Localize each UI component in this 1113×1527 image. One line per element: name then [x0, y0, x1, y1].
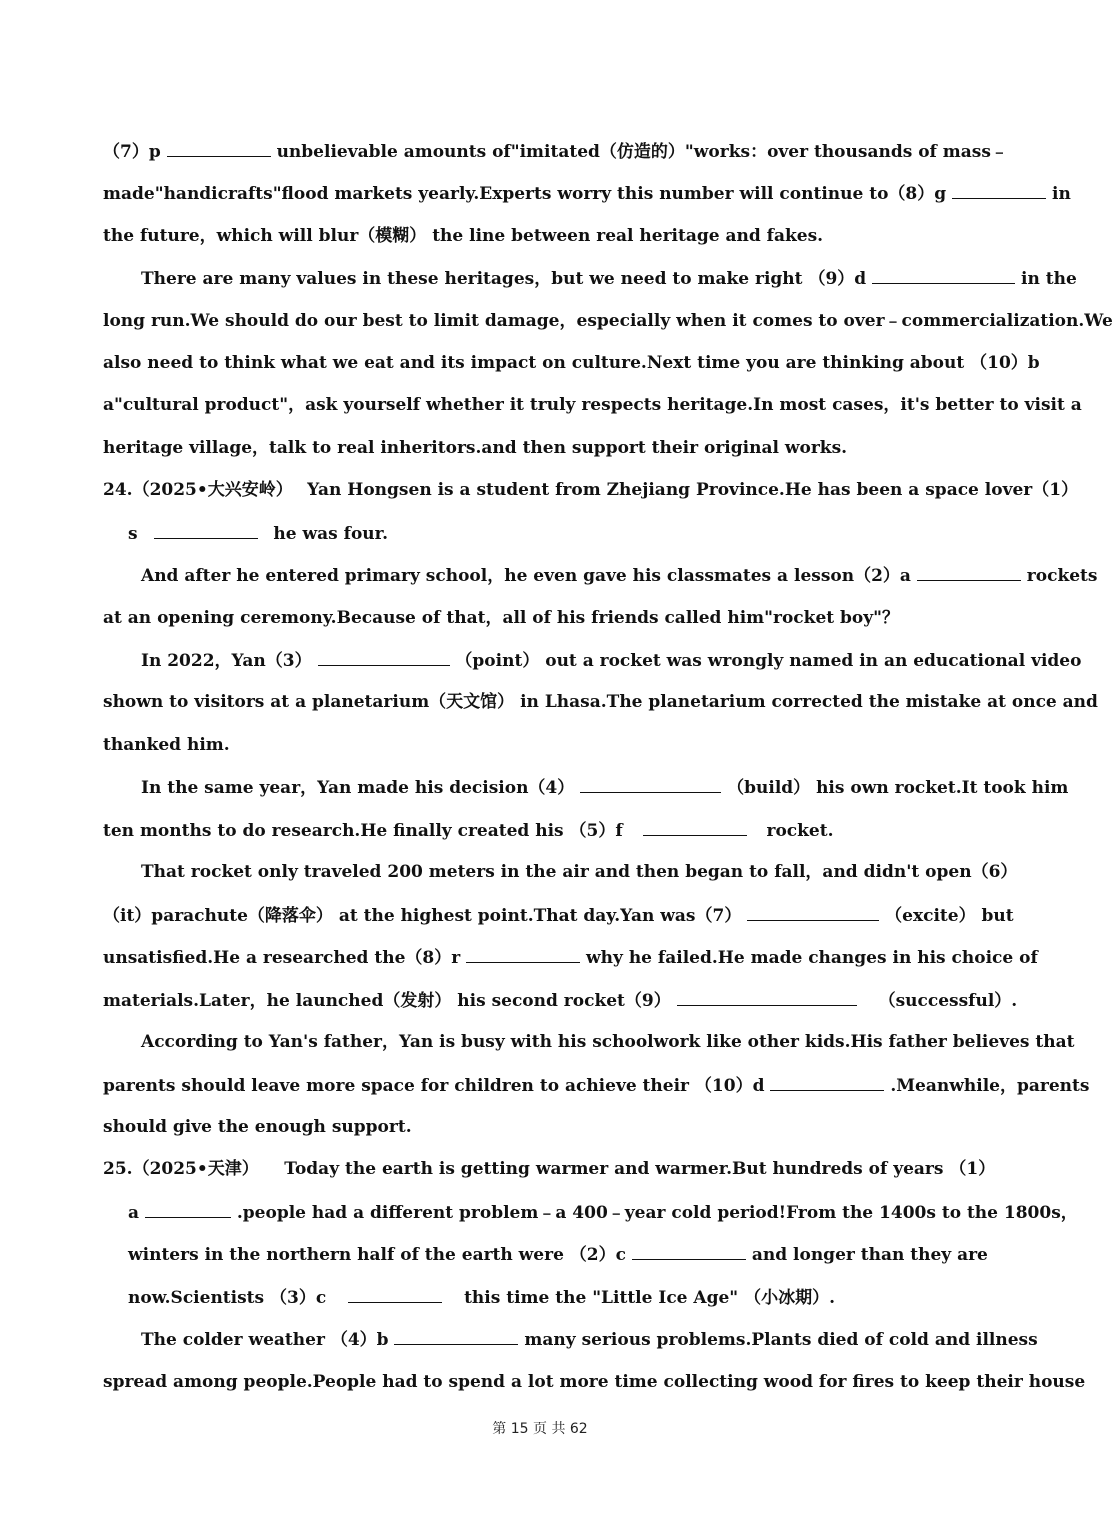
answer-blank[interactable] — [167, 140, 271, 157]
text-line — [103, 1371, 1086, 1393]
text-line — [103, 946, 1038, 968]
answer-blank[interactable] — [348, 1286, 442, 1303]
text-segment: （it）parachute（降落伞） at the highest point.That day.Yan was（7） — [103, 906, 742, 926]
answer-blank[interactable] — [632, 1243, 746, 1260]
text-segment: many serious problems.Plants died of cold and illness — [524, 1330, 1038, 1350]
text-segment: in the — [1021, 269, 1077, 289]
question-24-header — [103, 479, 1078, 501]
text-segment: .Meanwhile，parents — [890, 1076, 1090, 1096]
answer-blank[interactable] — [154, 522, 258, 539]
text-segment: this time the "Little Ice Age" （小冰期）. — [464, 1288, 835, 1308]
answer-blank[interactable] — [394, 1328, 518, 1345]
text-segment: heritage village，talk to real inheritors.and then support their original works. — [103, 438, 848, 458]
text-line — [103, 607, 899, 629]
text-segment: thanked him. — [103, 735, 230, 755]
text-segment: rockets — [1026, 566, 1098, 586]
text-segment: also need to think what we eat and its impact on culture.Next time you are thinking about （10）b — [103, 353, 1040, 373]
text-line — [128, 1286, 835, 1308]
question-25-header — [103, 1158, 996, 1180]
text-line — [128, 1201, 1078, 1223]
text-segment: at an opening ceremony.Because of that，all of his friends called him"rocket boy"？ — [103, 608, 899, 628]
text-line — [103, 225, 823, 247]
text-segment: unbelievable amounts of"imitated（仿造的）"works：over thousands of mass﹣ — [276, 142, 1008, 162]
text-line — [103, 1116, 412, 1138]
text-line — [141, 776, 1069, 798]
text-line — [141, 1031, 1075, 1053]
text-segment: shown to visitors at a planetarium（天文馆） in Lhasa.The planetarium corrected the mistake at once and — [103, 692, 1098, 712]
text-segment: The colder weather （4）b — [141, 1330, 389, 1350]
text-segment: rocket. — [766, 821, 834, 841]
answer-blank[interactable] — [872, 267, 1015, 284]
text-segment: made"handicrafts"flood markets yearly.Experts worry this number will continue to（8）g — [103, 184, 947, 204]
answer-blank[interactable] — [770, 1074, 884, 1091]
answer-blank[interactable] — [643, 819, 747, 836]
text-line — [103, 691, 1098, 713]
text-segment: That rocket only traveled 200 meters in the air and then began to fall，and didn't open（6） — [141, 862, 1018, 882]
answer-blank[interactable] — [466, 946, 580, 963]
text-segment: and longer than they are — [751, 1245, 988, 1265]
text-segment: materials.Later，he launched（发射） his second rocket（9） — [103, 991, 671, 1011]
text-segment: （build） his own rocket.It took him — [727, 778, 1069, 798]
text-segment: now.Scientists （3）c — [128, 1288, 327, 1308]
text-segment: parents should leave more space for children to achieve their （10）d — [103, 1076, 765, 1096]
text-line — [141, 267, 1077, 289]
text-segment: In the same year，Yan made his decision（4） — [141, 778, 575, 798]
text-line — [103, 182, 1071, 204]
text-segment: why he failed.He made changes in his choice of — [586, 948, 1038, 968]
text-segment: （point） out a rocket was wrongly named in an educational video — [455, 651, 1082, 671]
text-line — [103, 904, 1014, 926]
text-segment: And after he entered primary school，he even gave his classmates a lesson（2）a — [141, 566, 911, 586]
text-line — [141, 564, 1098, 586]
text-line — [128, 1243, 988, 1265]
text-line — [141, 649, 1082, 671]
text-segment: long run.We should do our best to limit damage，especially when it comes to over﹣commercialization.We — [103, 311, 1113, 331]
text-segment: ten months to do research.He finally created his （5）f — [103, 821, 623, 841]
blank-number: a — [128, 1203, 140, 1223]
text-line — [128, 522, 388, 544]
text-segment: the future，which will blur（模糊） the line between real heritage and fakes. — [103, 226, 824, 246]
text-segment: a"cultural product"，ask yourself whether it truly respects heritage.In most cases，it's better to visit a — [103, 395, 1082, 415]
answer-blank[interactable] — [677, 989, 857, 1006]
text-line — [103, 352, 1040, 374]
text-segment: 24.（2025•大兴安岭） Yan Hongsen is a student from Zhejiang Province.He has been a space lover（1） — [103, 480, 1079, 500]
text-line — [103, 989, 1017, 1011]
text-line — [103, 437, 847, 459]
text-line — [103, 819, 834, 841]
text-segment: .people had a different problem﹣a 400﹣year cold period!From the 1400s to the 1800s， — [236, 1203, 1078, 1223]
text-segment: unsatisfied.He a researched the（8）r — [103, 948, 461, 968]
text-line — [103, 394, 1082, 416]
text-segment: in — [1051, 184, 1071, 204]
text-line — [103, 1074, 1090, 1096]
blank-number: （7）p — [103, 142, 161, 162]
text-segment: （excite） but — [885, 906, 1014, 926]
text-segment: winters in the northern half of the earth were （2）c — [128, 1245, 626, 1265]
page-number: 第 15 页 共 62 — [492, 1421, 588, 1437]
answer-blank[interactable] — [952, 182, 1046, 199]
text-line — [141, 1328, 1038, 1350]
answer-blank[interactable] — [747, 904, 879, 921]
text-segment: spread among people.People had to spend a lot more time collecting wood for fires to keep their house — [103, 1372, 1086, 1392]
text-segment: In 2022，Yan（3） — [141, 651, 312, 671]
text-segment: should give the enough support. — [103, 1117, 412, 1137]
text-segment: （successful）. — [878, 991, 1018, 1011]
answer-blank[interactable] — [917, 564, 1021, 581]
text-segment: he was four. — [273, 524, 388, 544]
text-line — [103, 140, 1008, 162]
text-line — [141, 861, 1018, 883]
text-segment: There are many values in these heritages，but we need to make right （9）d — [141, 269, 867, 289]
text-segment: According to Yan's father，Yan is busy with his schoolwork like other kids.His father believes that — [141, 1032, 1075, 1052]
answer-blank[interactable] — [145, 1201, 231, 1218]
answer-blank[interactable] — [318, 649, 450, 666]
text-line — [103, 734, 230, 756]
answer-blank[interactable] — [580, 776, 721, 793]
blank-number: s — [128, 524, 138, 544]
text-segment: 25.（2025•天津） Today the earth is getting warmer and warmer.But hundreds of years （1） — [103, 1159, 996, 1179]
text-line — [103, 310, 1113, 332]
